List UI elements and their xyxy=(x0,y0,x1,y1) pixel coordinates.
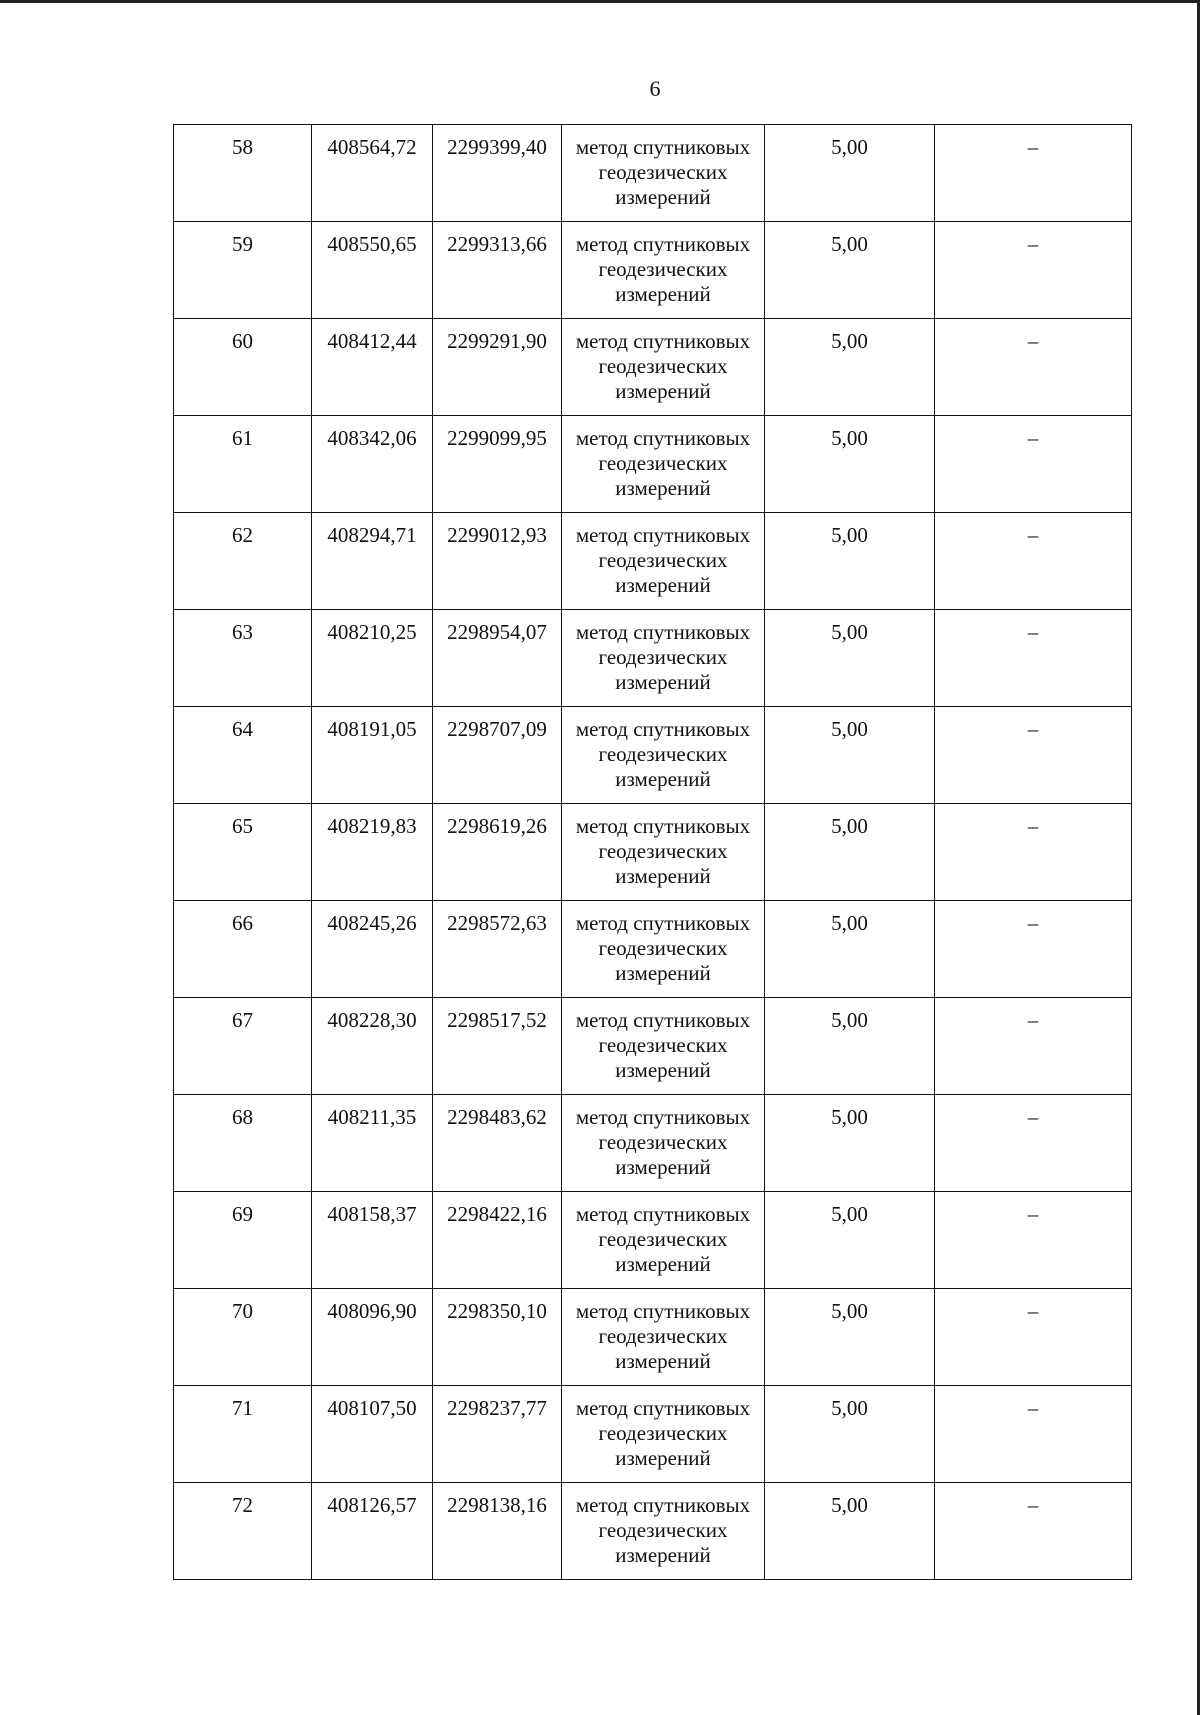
accuracy-cell: 5,00 xyxy=(765,319,935,416)
table-row xyxy=(174,319,1132,416)
accuracy-cell: 5,00 xyxy=(765,610,935,707)
y-coordinate-cell: 2299291,90 xyxy=(433,319,562,416)
x-coordinate-cell: 408107,50 xyxy=(312,1386,433,1483)
table-row xyxy=(174,1483,1132,1580)
page-number: 6 xyxy=(649,76,661,101)
x-coordinate-cell: 408210,25 xyxy=(312,610,433,707)
table-row xyxy=(174,416,1132,513)
x-coordinate-cell: 408245,26 xyxy=(312,901,433,998)
table-row xyxy=(174,1192,1132,1289)
point-number-cell: 59 xyxy=(174,222,312,319)
y-coordinate-cell: 2298517,52 xyxy=(433,998,562,1095)
y-coordinate-cell: 2299313,66 xyxy=(433,222,562,319)
accuracy-cell: 5,00 xyxy=(765,513,935,610)
note-cell: – xyxy=(935,610,1132,707)
y-coordinate-cell: 2298422,16 xyxy=(433,1192,562,1289)
y-coordinate-cell: 2298954,07 xyxy=(433,610,562,707)
table-row xyxy=(174,804,1132,901)
point-number-cell: 66 xyxy=(174,901,312,998)
x-coordinate-cell: 408564,72 xyxy=(312,125,433,222)
accuracy-cell: 5,00 xyxy=(765,804,935,901)
y-coordinate-cell: 2298619,26 xyxy=(433,804,562,901)
x-coordinate-cell: 408191,05 xyxy=(312,707,433,804)
accuracy-cell: 5,00 xyxy=(765,707,935,804)
method-cell: метод спутниковых геодезических измерений xyxy=(562,1386,765,1483)
point-number-cell: 64 xyxy=(174,707,312,804)
accuracy-cell: 5,00 xyxy=(765,901,935,998)
method-cell: метод спутниковых геодезических измерений xyxy=(562,319,765,416)
coordinates-table-body xyxy=(174,125,1132,1580)
accuracy-cell: 5,00 xyxy=(765,416,935,513)
point-number-cell: 70 xyxy=(174,1289,312,1386)
point-number-cell: 68 xyxy=(174,1095,312,1192)
scan-edge-top xyxy=(0,0,1200,3)
x-coordinate-cell: 408342,06 xyxy=(312,416,433,513)
y-coordinate-cell: 2298350,10 xyxy=(433,1289,562,1386)
point-number-cell: 62 xyxy=(174,513,312,610)
note-cell: – xyxy=(935,1483,1132,1580)
note-cell: – xyxy=(935,901,1132,998)
note-cell: – xyxy=(935,804,1132,901)
note-cell: – xyxy=(935,222,1132,319)
table-row xyxy=(174,513,1132,610)
accuracy-cell: 5,00 xyxy=(765,998,935,1095)
method-cell: метод спутниковых геодезических измерений xyxy=(562,1289,765,1386)
accuracy-cell: 5,00 xyxy=(765,1483,935,1580)
point-number-cell: 61 xyxy=(174,416,312,513)
point-number-cell: 67 xyxy=(174,998,312,1095)
y-coordinate-cell: 2298138,16 xyxy=(433,1483,562,1580)
y-coordinate-cell: 2298572,63 xyxy=(433,901,562,998)
accuracy-cell: 5,00 xyxy=(765,222,935,319)
table-row xyxy=(174,125,1132,222)
table-row xyxy=(174,901,1132,998)
accuracy-cell: 5,00 xyxy=(765,1192,935,1289)
note-cell: – xyxy=(935,319,1132,416)
x-coordinate-cell: 408219,83 xyxy=(312,804,433,901)
note-cell: – xyxy=(935,125,1132,222)
x-coordinate-cell: 408294,71 xyxy=(312,513,433,610)
note-cell: – xyxy=(935,998,1132,1095)
table-row xyxy=(174,1095,1132,1192)
y-coordinate-cell: 2298707,09 xyxy=(433,707,562,804)
table-row xyxy=(174,610,1132,707)
x-coordinate-cell: 408096,90 xyxy=(312,1289,433,1386)
x-coordinate-cell: 408158,37 xyxy=(312,1192,433,1289)
method-cell: метод спутниковых геодезических измерений xyxy=(562,1095,765,1192)
accuracy-cell: 5,00 xyxy=(765,1289,935,1386)
x-coordinate-cell: 408211,35 xyxy=(312,1095,433,1192)
point-number-cell: 65 xyxy=(174,804,312,901)
y-coordinate-cell: 2299012,93 xyxy=(433,513,562,610)
accuracy-cell: 5,00 xyxy=(765,125,935,222)
table-row xyxy=(174,998,1132,1095)
note-cell: – xyxy=(935,513,1132,610)
x-coordinate-cell: 408412,44 xyxy=(312,319,433,416)
point-number-cell: 58 xyxy=(174,125,312,222)
method-cell: метод спутниковых геодезических измерений xyxy=(562,1483,765,1580)
table-row xyxy=(174,222,1132,319)
table-row xyxy=(174,707,1132,804)
accuracy-cell: 5,00 xyxy=(765,1386,935,1483)
x-coordinate-cell: 408550,65 xyxy=(312,222,433,319)
note-cell: – xyxy=(935,416,1132,513)
x-coordinate-cell: 408228,30 xyxy=(312,998,433,1095)
method-cell: метод спутниковых геодезических измерений xyxy=(562,125,765,222)
y-coordinate-cell: 2299099,95 xyxy=(433,416,562,513)
y-coordinate-cell: 2298237,77 xyxy=(433,1386,562,1483)
method-cell: метод спутниковых геодезических измерений xyxy=(562,998,765,1095)
method-cell: метод спутниковых геодезических измерений xyxy=(562,222,765,319)
method-cell: метод спутниковых геодезических измерений xyxy=(562,804,765,901)
method-cell: метод спутниковых геодезических измерений xyxy=(562,901,765,998)
table-row xyxy=(174,1386,1132,1483)
method-cell: метод спутниковых геодезических измерений xyxy=(562,416,765,513)
point-number-cell: 60 xyxy=(174,319,312,416)
y-coordinate-cell: 2299399,40 xyxy=(433,125,562,222)
point-number-cell: 69 xyxy=(174,1192,312,1289)
point-number-cell: 63 xyxy=(174,610,312,707)
note-cell: – xyxy=(935,1192,1132,1289)
table-row xyxy=(174,1289,1132,1386)
x-coordinate-cell: 408126,57 xyxy=(312,1483,433,1580)
point-number-cell: 71 xyxy=(174,1386,312,1483)
note-cell: – xyxy=(935,1386,1132,1483)
method-cell: метод спутниковых геодезических измерений xyxy=(562,610,765,707)
coordinates-table xyxy=(173,124,1132,1580)
y-coordinate-cell: 2298483,62 xyxy=(433,1095,562,1192)
method-cell: метод спутниковых геодезических измерений xyxy=(562,707,765,804)
note-cell: – xyxy=(935,707,1132,804)
note-cell: – xyxy=(935,1095,1132,1192)
accuracy-cell: 5,00 xyxy=(765,1095,935,1192)
note-cell: – xyxy=(935,1289,1132,1386)
point-number-cell: 72 xyxy=(174,1483,312,1580)
method-cell: метод спутниковых геодезических измерений xyxy=(562,1192,765,1289)
method-cell: метод спутниковых геодезических измерений xyxy=(562,513,765,610)
